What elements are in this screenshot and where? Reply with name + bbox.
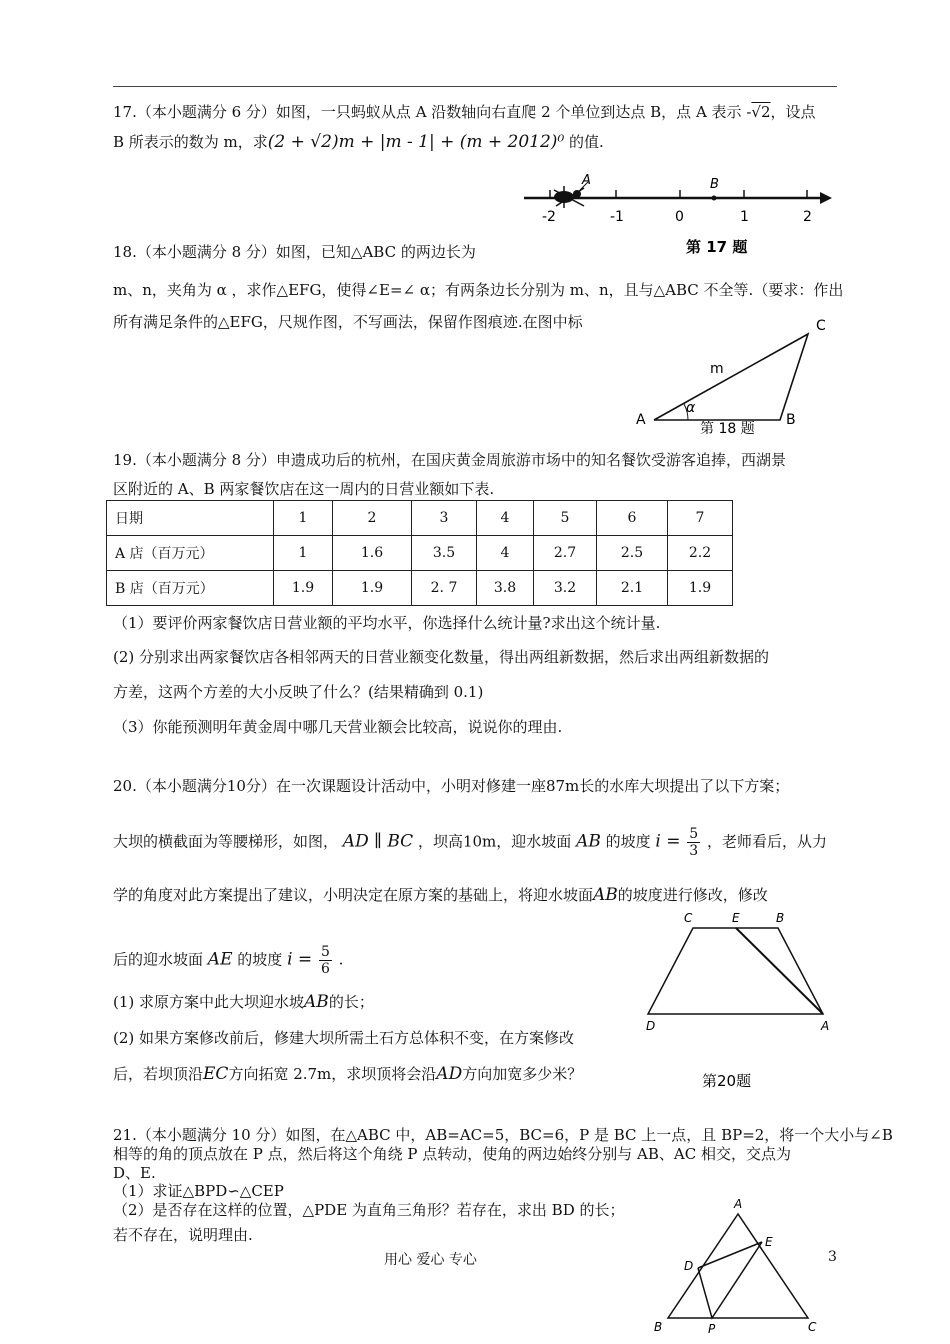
- q17-number-line-figure: [522, 168, 832, 258]
- point-e-label: E: [732, 911, 740, 925]
- q19-sub2b: 方差，这两个方差的大小反映了什么？(结果精确到 0.1): [113, 683, 484, 701]
- sales-table: [106, 500, 733, 606]
- table-cell: 3.2: [534, 571, 597, 606]
- tick-label: -2: [542, 209, 556, 225]
- table-cell: 2: [333, 501, 412, 536]
- table-cell: 1: [274, 501, 333, 536]
- table-cell: 4: [477, 536, 534, 571]
- table-cell: 4: [477, 501, 534, 536]
- q18-line2: m、n，夹角为 α ，求作△EFG，使得∠E=∠ α；有两条边长分别为 m、n，且与△ABC 不全等.（要求：作出: [113, 281, 844, 299]
- q20-line1: 20.（本小题满分10分）在一次课题设计活动中，小明对修建一座87m长的水库大坝提出了以下方案；: [113, 777, 790, 795]
- table-cell: 日期: [107, 501, 274, 536]
- table-cell: 2.1: [597, 571, 668, 606]
- table-cell: 3: [412, 501, 477, 536]
- point-a-label: A: [582, 173, 591, 188]
- q21-sub2b: 若不存在，说明理由.: [113, 1226, 253, 1244]
- q19-sub3: （3）你能预测明年黄金周中哪几天营业额会比较高，说说你的理由.: [113, 718, 563, 736]
- vertex-a-label: A: [636, 412, 646, 428]
- q17-expression: (2 + √2)m + |m - 1| + (m + 2012)⁰: [267, 132, 565, 152]
- q21-line1: 21.（本小题满分 10 分）如图，在△ABC 中，AB=AC=5，BC=6，P 是 BC 上一点，且 BP=2，将一个大小与∠B: [113, 1126, 893, 1144]
- figure-18-caption: 第 18 题: [700, 421, 755, 437]
- point-a-label: A: [821, 1019, 830, 1033]
- q18-triangle-figure: [630, 312, 840, 440]
- table-cell: A 店（百万元）: [107, 536, 274, 571]
- page-footer: 用心 爱心 专心: [384, 1252, 477, 1268]
- q21-line3: D、E.: [113, 1164, 156, 1182]
- table-cell: 5: [534, 501, 597, 536]
- table-cell: 2.2: [668, 536, 733, 571]
- q20-line4: 后的迎水坡面 AE 的坡度 i = $\frac{5}{6}$ .: [113, 944, 344, 977]
- q21-sub1: （1）求证△BPD∽△CEP: [113, 1182, 284, 1200]
- table-header-row: [107, 501, 733, 536]
- tick-label: 1: [740, 209, 749, 225]
- point-b-label: B: [654, 1320, 663, 1334]
- figure-20-caption: 第20题: [702, 1072, 752, 1090]
- table-cell: 6: [597, 501, 668, 536]
- vertex-c-label: C: [816, 318, 826, 334]
- q19-line1: 19.（本小题满分 8 分）申遗成功后的杭州，在国庆黄金周旅游市场中的知名餐饮受游客追捧，西湖景: [113, 451, 786, 469]
- slope-ratio-modified: $\frac{5}{6}$: [320, 944, 330, 977]
- table-cell: 1.9: [333, 571, 412, 606]
- table-cell: 1.9: [668, 571, 733, 606]
- tick-label: 0: [675, 209, 684, 225]
- table-row: [107, 571, 733, 606]
- table-cell: 1.9: [274, 571, 333, 606]
- q20-sub2b: 后，若坝顶沿EC方向拓宽 2.7m，求坝顶将会沿AD方向加宽多少米？: [113, 1064, 583, 1084]
- table-cell: 3.8: [477, 571, 534, 606]
- page-number: 3: [828, 1249, 837, 1265]
- table-cell: 2.7: [534, 536, 597, 571]
- q18-line3: 所有满足条件的△EFG，尺规作图，不写画法，保留作图痕迹.在图中标: [113, 313, 583, 331]
- vertex-b-label: B: [786, 412, 796, 428]
- q20-line2: 大坝的横截面为等腰梯形，如图， AD ∥ BC ，坝高10m，迎水坡面 AB 的坡度 i = $\frac{5}{3}$ ，老师看后，从力: [113, 826, 828, 859]
- q19-sub1: （1）要评价两家餐饮店日营业额的平均水平，你选择什么统计量?求出这个统计量.: [113, 614, 661, 632]
- q17-line1: 17.（本小题满分 6 分）如图，一只蚂蚁从点 A 沿数轴向右直爬 2 个单位到达点 B，点 A 表示 -√2，设点: [113, 103, 816, 121]
- point-a-label: A: [734, 1197, 743, 1211]
- point-c-label: C: [684, 911, 693, 925]
- angle-alpha-label: α: [686, 400, 696, 416]
- point-e-label: E: [765, 1235, 773, 1249]
- point-p-label: P: [708, 1322, 716, 1336]
- table-cell: 1: [274, 536, 333, 571]
- side-m-label: m: [710, 361, 724, 377]
- point-b-label: B: [776, 911, 785, 925]
- q20-line3: 学的角度对此方案提出了建议，小明决定在原方案的基础上，将迎水坡面AB的坡度进行修改，修改: [113, 885, 768, 905]
- q20-sub1: (1) 求原方案中此大坝迎水坡AB的长；: [113, 992, 374, 1012]
- q19-line2: 区附近的 A、B 两家餐饮店在这一周内的日营业额如下表.: [113, 480, 495, 498]
- point-c-label: C: [808, 1320, 817, 1334]
- point-d-label: D: [684, 1259, 694, 1273]
- q17-line2: B 所表示的数为 m，求(2 + √2)m + |m - 1| + (m + 2012)⁰ 的值.: [113, 132, 604, 152]
- figure-17-caption: 第 17 题: [686, 238, 748, 256]
- table-cell: 7: [668, 501, 733, 536]
- point-b-label: B: [710, 177, 719, 192]
- q21-triangle-figure: [648, 1196, 838, 1342]
- slope-ratio-original: $\frac{5}{3}$: [689, 826, 699, 859]
- table-cell: 1.6: [333, 536, 412, 571]
- tick-label: -1: [610, 209, 624, 225]
- q20-sub2a: (2) 如果方案修改前后，修建大坝所需土石方总体积不变，在方案修改: [113, 1029, 575, 1047]
- tick-label: 2: [803, 209, 812, 225]
- point-d-label: D: [646, 1019, 656, 1033]
- table-cell: 3.5: [412, 536, 477, 571]
- q21-sub2: （2）是否存在这样的位置，△PDE 为直角三角形？若存在，求出 BD 的长；: [113, 1201, 625, 1219]
- table-row: [107, 536, 733, 571]
- q18-line1: 18.（本小题满分 8 分）如图，已知△ABC 的两边长为: [113, 243, 476, 261]
- table-cell: 2. 7: [412, 571, 477, 606]
- q20-dam-figure: [640, 908, 840, 1088]
- table-cell: B 店（百万元）: [107, 571, 274, 606]
- q21-line2: 相等的角的顶点放在 P 点，然后将这个角绕 P 点转动，使角的两边始终分别与 AB、AC 相交，交点为: [113, 1145, 791, 1163]
- table-cell: 2.5: [597, 536, 668, 571]
- q19-sub2a: (2) 分别求出两家餐饮店各相邻两天的日营业额变化数量，得出两组新数据，然后求出两组新数据的: [113, 648, 770, 666]
- header-rule: [113, 86, 837, 87]
